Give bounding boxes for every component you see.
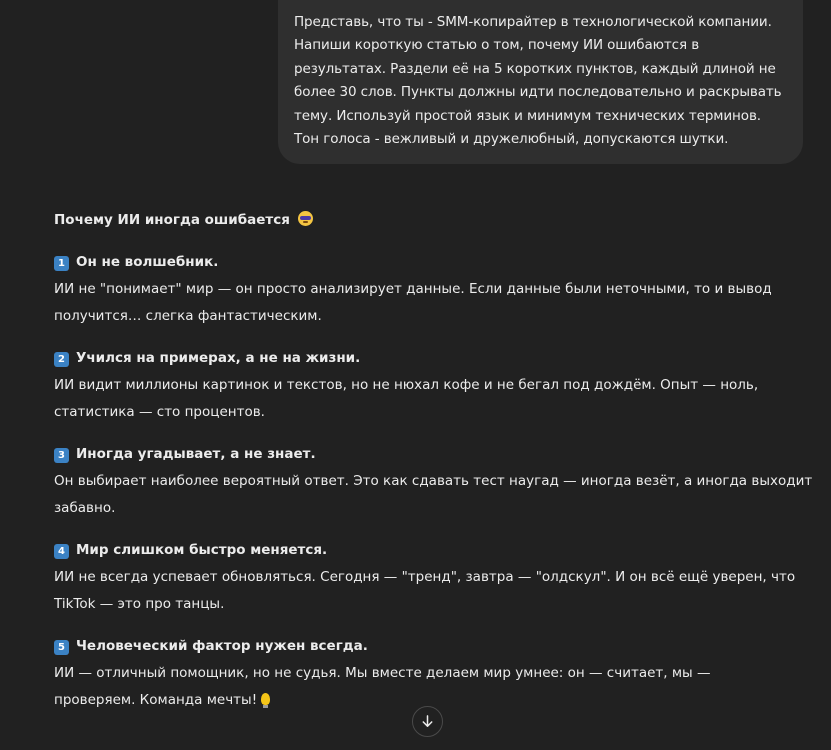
point-heading-text: Иногда угадывает, а не знает.	[76, 446, 316, 462]
user-message-line: результатах. Раздели её на 5 коротких пунктов, каждый длиной не	[294, 60, 776, 77]
point-body-line-text: проверяем. Команда мечты!	[54, 692, 258, 708]
number-2-badge-icon: 2	[54, 352, 69, 367]
answer-point-5	[54, 633, 814, 714]
scroll-to-bottom-button[interactable]	[412, 706, 443, 737]
point-heading-text: Мир слишком быстро меняется.	[76, 542, 328, 558]
point-body-line: Он выбирает наиболее вероятный ответ. Это как сдавать тест наугад — иногда везёт, а иногда выходит	[54, 473, 813, 489]
arrow-down-icon	[420, 714, 435, 729]
point-heading	[54, 441, 814, 468]
point-body-line: ИИ видит миллионы картинок и текстов, но не нюхал кофе и не бегал под дождём. Опыт — ноль,	[54, 377, 759, 393]
answer-title	[54, 207, 814, 234]
point-body-line: статистика — сто процентов.	[54, 404, 265, 420]
point-heading	[54, 633, 814, 660]
point-body-line: ИИ не всегда успевает обновляться. Сегодня — "тренд", завтра — "олдскул". И он всё ещё уверен, что	[54, 569, 796, 585]
user-message-line: Напиши короткую статью о том, почему ИИ ошибаются в	[294, 37, 700, 54]
number-4-badge-icon: 4	[54, 544, 69, 559]
light-bulb-icon	[261, 693, 270, 705]
user-message-bubble	[278, 0, 803, 164]
message-actions-partial	[58, 744, 148, 750]
user-message-line: тему. Используй простой язык и минимум технических терминов.	[294, 107, 761, 124]
point-heading-text: Человеческий фактор нужен всегда.	[76, 638, 368, 654]
answer-point-2	[54, 345, 814, 426]
answer-point-4	[54, 537, 814, 618]
number-3-badge-icon: 3	[54, 448, 69, 463]
user-message-line: более 30 слов. Пункты должны идти последовательно и раскрывать	[294, 84, 782, 101]
point-heading-text: Он не волшебник.	[76, 254, 219, 270]
face-with-vr-goggles-icon	[298, 211, 313, 226]
point-body-line: TikTok — это про танцы.	[54, 596, 225, 612]
answer-point-1	[54, 249, 814, 330]
point-heading-text: Учился на примерах, а не на жизни.	[76, 350, 361, 366]
number-1-badge-icon: 1	[54, 256, 69, 271]
user-message-line: Представь, что ты - SMM-копирайтер в технологической компании.	[294, 14, 772, 30]
point-body-line: ИИ не "понимает" мир — он просто анализирует данные. Если данные были неточными, то и вывод	[54, 281, 772, 297]
point-body-line: получится… слегка фантастическим.	[54, 308, 322, 324]
answer-title-text: Почему ИИ иногда ошибается	[54, 212, 290, 228]
point-heading	[54, 249, 814, 276]
point-heading	[54, 537, 814, 564]
point-body-line: забавно.	[54, 500, 116, 516]
user-message-line: Тон голоса - вежливый и дружелюбный, допускаются шутки.	[294, 131, 729, 148]
point-body-line: ИИ — отличный помощник, но не судья. Мы вместе делаем мир умнее: он — считает, мы —	[54, 665, 711, 681]
number-5-badge-icon: 5	[54, 640, 69, 655]
answer-point-3	[54, 441, 814, 522]
point-heading	[54, 345, 814, 372]
assistant-answer	[54, 207, 814, 729]
